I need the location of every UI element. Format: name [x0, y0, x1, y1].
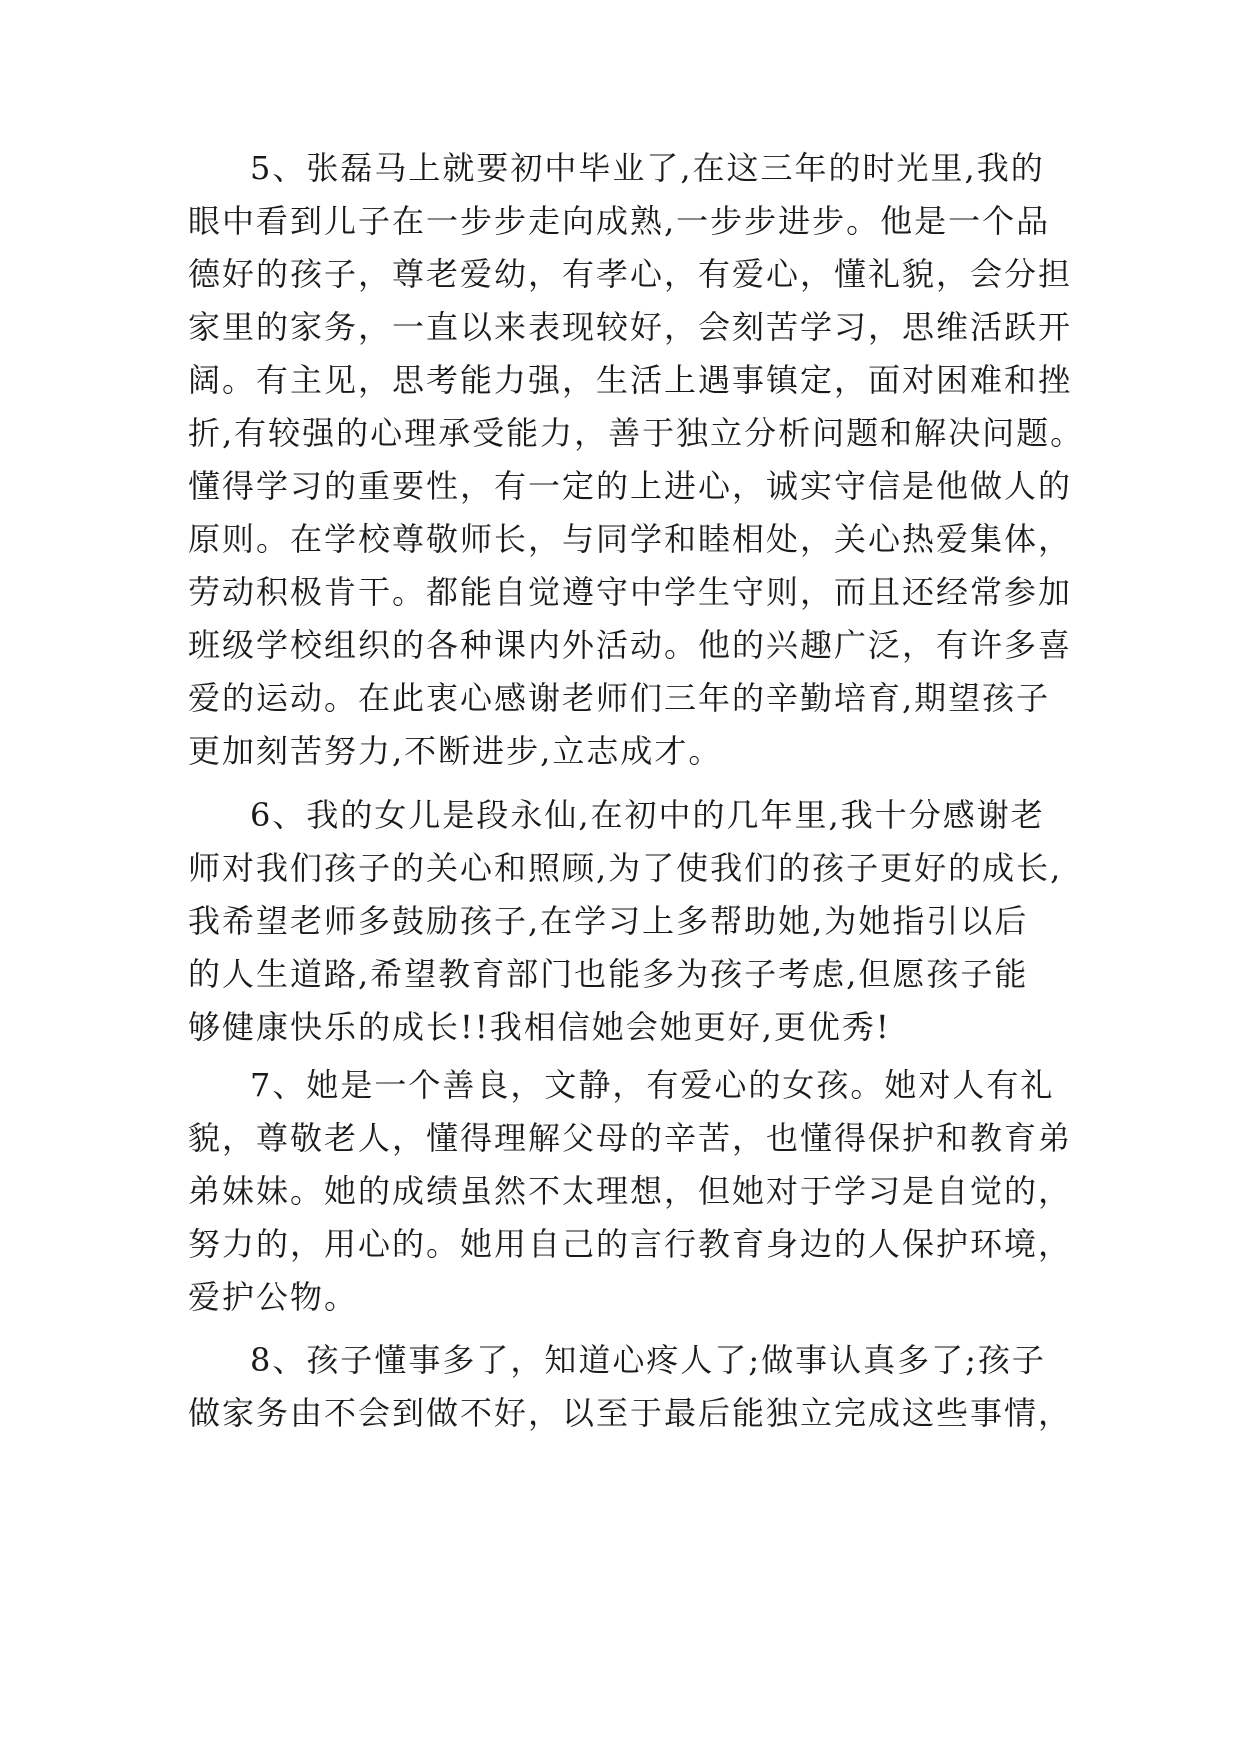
paragraph-line: 劳动积极肯干。都能自觉遵守中学生守则，而且还经常参加 [188, 573, 1073, 611]
paragraph-line: 够健康快乐的成长!!我相信她会她更好,更优秀! [188, 1008, 891, 1046]
paragraph-line: 懂得学习的重要性，有一定的上进心，诚实守信是他做人的 [188, 467, 1073, 505]
paragraph-line: 的人生道路,希望教育部门也能多为孩子考虑,但愿孩子能 [188, 955, 1029, 993]
paragraph-line: 原则。在学校尊敬师长，与同学和睦相处，关心热爱集体， [188, 520, 1073, 558]
paragraph-line: 5、张磊马上就要初中毕业了,在这三年的时光里,我的 [250, 149, 1045, 187]
paragraph-line: 我希望老师多鼓励孩子,在学习上多帮助她,为她指引以后 [188, 902, 1029, 940]
paragraph-line: 6、我的女儿是段永仙,在初中的几年里,我十分感谢老 [250, 796, 1045, 834]
paragraph-line: 阔。有主见，思考能力强，生活上遇事镇定，面对困难和挫 [188, 361, 1073, 399]
paragraph-line: 做家务由不会到做不好，以至于最后能独立完成这些事情， [188, 1394, 1073, 1432]
paragraph-line: 貌，尊敬老人，懂得理解父母的辛苦，也懂得保护和教育弟 [188, 1119, 1073, 1157]
paragraph-line: 弟妹妹。她的成绩虽然不太理想，但她对于学习是自觉的， [188, 1172, 1073, 1210]
paragraph-line: 努力的，用心的。她用自己的言行教育身边的人保护环境， [188, 1225, 1073, 1263]
paragraph-line: 班级学校组织的各种课内外活动。他的兴趣广泛，有许多喜 [188, 626, 1073, 664]
paragraph-line: 爱的运动。在此衷心感谢老师们三年的辛勤培育,期望孩子 [188, 679, 1051, 717]
paragraph-line: 家里的家务，一直以来表现较好，会刻苦学习，思维活跃开 [188, 308, 1073, 346]
paragraph-line: 8、孩子懂事多了，知道心疼人了;做事认真多了;孩子 [250, 1341, 1046, 1379]
paragraph-line: 7、她是一个善良，文静，有爱心的女孩。她对人有礼 [250, 1066, 1055, 1104]
paragraph-line: 折,有较强的心理承受能力，善于独立分析问题和解决问题。 [188, 414, 1085, 452]
paragraph-line: 德好的孩子，尊老爱幼，有孝心，有爱心，懂礼貌，会分担 [188, 255, 1073, 293]
paragraph-line: 爱护公物。 [188, 1278, 359, 1316]
paragraph-line: 更加刻苦努力,不断进步,立志成才。 [188, 732, 723, 770]
paragraph-line: 师对我们孩子的关心和照顾,为了使我们的孩子更好的成长, [188, 849, 1063, 887]
paragraph-line: 眼中看到儿子在一步步走向成熟,一步步进步。他是一个品 [188, 202, 1051, 240]
